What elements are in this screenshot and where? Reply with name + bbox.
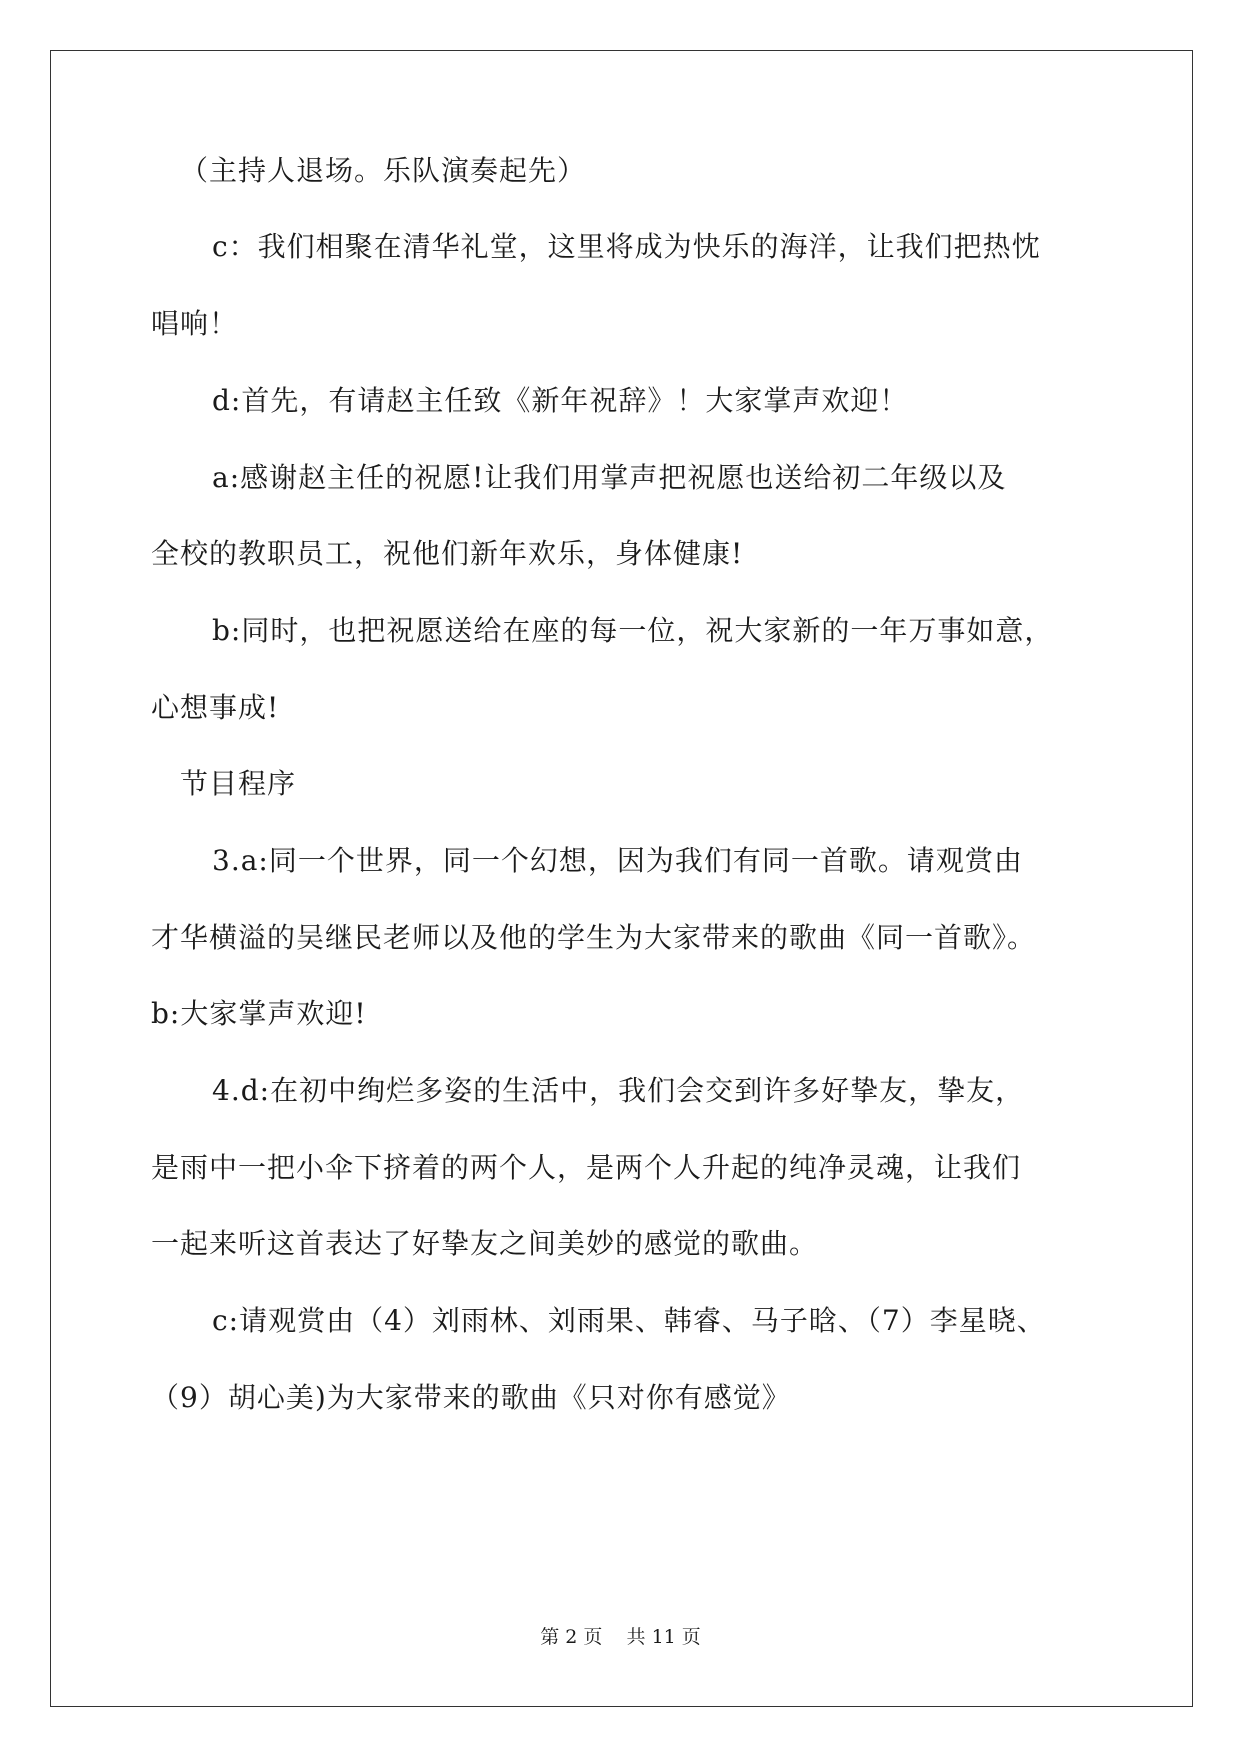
paragraph-line: c:请观赏由（4）刘雨林、刘雨果、韩睿、马子晗、（7）李星晓、 (212, 1304, 1046, 1337)
paragraph-line: 是雨中一把小伞下挤着的两个人，是两个人升起的纯净灵魂，让我们 (151, 1151, 1022, 1184)
paragraph-line: （9）胡心美)为大家带来的歌曲《只对你有感觉》 (151, 1381, 791, 1414)
paragraph-line: 3.a:同一个世界，同一个幻想，因为我们有同一首歌。请观赏由 (212, 844, 1023, 877)
page-number-footer: 第 2 页 共 11 页 (540, 1626, 701, 1648)
paragraph-line: d:首先，有请赵主任致《新年祝辞》！大家掌声欢迎！ (212, 384, 909, 417)
paragraph-line: b:大家掌声欢迎! (151, 997, 367, 1030)
paragraph-line: a:感谢赵主任的祝愿!让我们用掌声把祝愿也送给初二年级以及 (212, 461, 1007, 494)
section-heading: 节目程序 (180, 767, 297, 800)
paragraph-line: 4.d:在初中绚烂多姿的生活中，我们会交到许多好挚友，挚友， (212, 1074, 1025, 1107)
paragraph-line: c：我们相聚在清华礼堂，这里将成为快乐的海洋，让我们把热忱 (212, 230, 1041, 263)
paragraph-line: 一起来听这首表达了好挚友之间美妙的感觉的歌曲。 (151, 1227, 819, 1260)
paragraph-line: 全校的教职员工，祝他们新年欢乐，身体健康! (151, 537, 744, 570)
paragraph-line: （主持人退场。乐队演奏起先） (180, 154, 587, 187)
paragraph-line: 心想事成! (151, 691, 280, 724)
paragraph-line: b:同时，也把祝愿送给在座的每一位，祝大家新的一年万事如意， (212, 614, 1054, 647)
paragraph-line: 才华横溢的吴继民老师以及他的学生为大家带来的歌曲《同一首歌》。 (151, 921, 1037, 954)
paragraph-line: 唱响！ (151, 307, 239, 340)
